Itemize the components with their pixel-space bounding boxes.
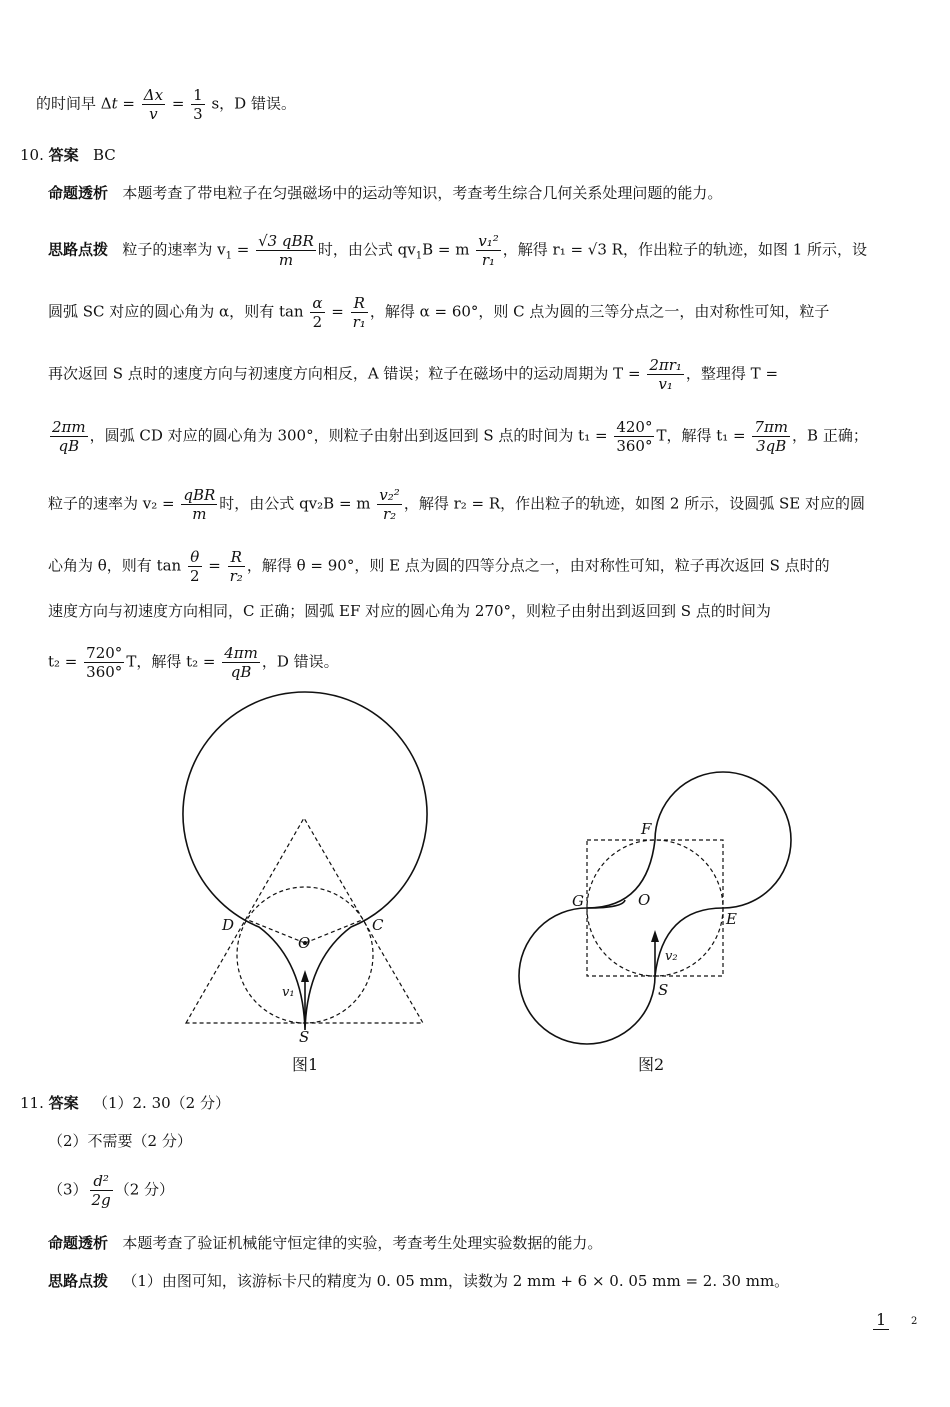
hint-label: 思路点拨 — [48, 1272, 109, 1290]
trajectory-arc-e-s — [655, 908, 723, 976]
radius-oc — [305, 920, 362, 943]
fraction: $\frac{2\pi m}{qB}$ — [52, 418, 86, 455]
text: 的时间早 Δ — [36, 94, 112, 113]
intent-text: 本题考查了验证机械能守恒定律的实验，考查考生处理实验数据的能力。 — [122, 1234, 603, 1252]
label-c: C — [372, 916, 384, 934]
page-number-small: 2 — [911, 1316, 918, 1327]
arrow-head-icon — [651, 930, 659, 942]
fraction: $\frac{\text{qBR}}{m}$ — [183, 486, 216, 523]
fraction: $\frac{\text{d²}}{2g}$ — [91, 1172, 111, 1209]
para-line-7: 速度方向与初速度方向相同，C 正确；圆弧 EF 对应的圆心角为 270°，则粒子由射出到返回到 S 点的时间为 — [48, 602, 771, 620]
q11-answer-line: 11. 答案 （1）2. 30（2 分） — [20, 1094, 230, 1112]
q11-answer-2: （2）不需要（2 分） — [48, 1132, 192, 1150]
intent-label: 命题透析 — [48, 1234, 109, 1252]
para-line-5: 粒子的速率为 v₂ = $\frac{\text{qBR}}{m}$ 时，由公式 qv₂B = m $\frac{\text{v₂²}}{\text{r₂}}$ ，解得 r₂ = R，作出粒子的轨迹，如图 2 所示，设圆弧 SE 对应的圆 — [48, 486, 866, 523]
hint-label: 思路点拨 — [48, 240, 109, 259]
radius-od — [248, 920, 305, 943]
hint-text: （1）由图可知，该游标卡尺的精度为 0. 05 mm，读数为 2 mm + 6 × 0. 05 mm = 2. 30 mm。 — [122, 1272, 790, 1290]
figure-2-diagram — [505, 740, 805, 1050]
q11-answer-3: （3） $\frac{\text{d²}}{2g}$ （2 分） — [48, 1172, 175, 1209]
para-line-8: t₂ = $\frac{720^\circ}{360^\circ}$ T，解得 t₂ = $\frac{4\pi m}{qB}$ ，D 错误。 — [48, 644, 339, 681]
q10-intent-line — [48, 182, 930, 204]
fraction: $\frac{\text{v₁²}}{\text{r₁}}$ — [478, 232, 499, 269]
label-v: v₂ — [665, 949, 678, 964]
text: = — [117, 94, 140, 113]
label-e: E — [726, 910, 737, 928]
fraction: $\frac{\theta}{2}$ — [189, 548, 200, 585]
text: s，D 错误。 — [211, 94, 296, 113]
figure-1-caption: 图1 — [292, 1055, 319, 1074]
fraction: $\frac{\text{v₂²}}{\text{r₂}}$ — [379, 486, 400, 523]
arrow-head-icon — [301, 970, 309, 982]
line-1: 的时间早 Δt = $\frac{\Delta x}{v}$ = $\frac{1}{3}$ s，D 错误。 — [36, 86, 296, 123]
para-line-4: $\frac{2\pi m}{qB}$ ，圆弧 CD 对应的圆心角为 300°，则粒子由射出到返回到 S 点的时间为 t₁ = $\frac{420^\circ}{360^\circ}$ T，解得 t₁ = $\frac{7\pi m}{3qB}$ ，B 正确； — [52, 418, 868, 455]
label-s: S — [299, 1028, 310, 1046]
intent-text: 本题考查了带电粒子在匀强磁场中的运动等知识，考查考生综合几何关系处理问题的能力。 — [122, 184, 723, 202]
fraction: $\frac{720^\circ}{360^\circ}$ — [86, 644, 123, 681]
text: t — [111, 94, 118, 113]
fraction: $\frac{R}{\text{r₂}}$ — [229, 548, 243, 585]
label-s: S — [658, 981, 669, 999]
label-o: O — [638, 891, 651, 909]
para-line-6: 心角为 θ，则有 tan $\frac{\theta}{2}$ = $\frac{R}{\text{r₂}}$ ，解得 θ = 90°，则 E 点为圆的四等分点之一，由对称性可知，粒子再次返回 S 点时的 — [48, 548, 830, 585]
answer-value: （1）2. 30（2 分） — [92, 1094, 230, 1112]
fraction: $\frac{\text{√3 qBR}}{m}$ — [258, 232, 314, 269]
answer-label: 答案 — [48, 146, 79, 164]
fraction: $\frac{420^\circ}{360^\circ}$ — [616, 418, 653, 455]
figure-2-caption: 图2 — [638, 1055, 665, 1074]
label-o: O — [298, 934, 311, 952]
intent-label: 命题透析 — [48, 184, 109, 202]
label-f: F — [641, 820, 652, 838]
fraction: $\frac{\alpha}{2}$ — [312, 294, 323, 331]
fraction: $\frac{R}{\text{r₁}}$ — [352, 294, 366, 331]
label-g: G — [572, 892, 584, 910]
fraction: $\frac{\text{2πr₁}}{\text{v₁}}$ — [649, 356, 682, 393]
answer-label: 答案 — [48, 1094, 79, 1112]
label-d: D — [222, 916, 235, 934]
para-line-1: 思路点拨 粒子的速率为 $v_1$ = $\frac{\text{√3 qBR}}{m}$ 时，由公式 $qv_1B = m$ $\frac{\text{v₁²}}{\text{r₁}}$ ，解得 r₁ = √3 R，作出粒子的轨迹，如图 1 所示，设 — [48, 232, 868, 269]
figure-1-diagram — [170, 690, 440, 1050]
fraction: $\frac{\Delta x}{v}$ — [143, 86, 164, 123]
para-line-2: 圆弧 SC 对应的圆心角为 α，则有 tan $\frac{\alpha}{2}$ = $\frac{R}{\text{r₁}}$ ，解得 α = 60°，则 C 点为圆的三等分点之一，由对称性可知，粒子 — [48, 294, 830, 331]
fraction: $\frac{7\pi m}{3qB}$ — [754, 418, 789, 455]
q10-answer-line: 10. 答案 BC — [20, 146, 116, 164]
para-line-3: 再次返回 S 点时的速度方向与初速度方向相反，A 错误；粒子在磁场中的运动周期为 T = $\frac{\text{2πr₁}}{\text{v₁}}$ ，整理得 T = — [48, 356, 779, 393]
answer-value: BC — [92, 146, 116, 164]
fraction: $\frac{4\pi m}{qB}$ — [224, 644, 258, 681]
q11-intent-line — [48, 1232, 930, 1254]
q11-hint-line — [48, 1270, 930, 1292]
page-number: 1 — [873, 1310, 889, 1330]
label-v: v₁ — [282, 985, 295, 1000]
fraction: $\frac{1}{3}$ — [193, 86, 203, 123]
